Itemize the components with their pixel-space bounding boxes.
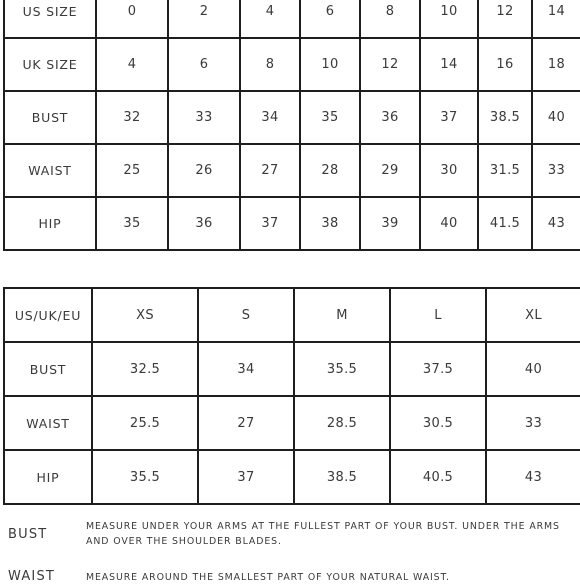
cell: 35 [96,197,168,250]
cell: 8 [240,38,300,91]
note-text-waist: MEASURE AROUND THE SMALLEST PART OF YOUR NATURAL WAIST. [86,572,450,583]
cell: 0 [96,0,168,38]
cell: 32 [96,91,168,144]
letter-size-chart [3,287,580,505]
cell: 4 [96,38,168,91]
hip-row [4,450,580,504]
cell: 12 [478,0,532,38]
cell: 40.5 [390,450,486,504]
cell: 33 [168,91,240,144]
row-label: WAIST [4,396,92,450]
cell: 35 [300,91,360,144]
cell: XL [486,288,580,342]
cell: 36 [360,91,420,144]
cell: 25.5 [92,396,198,450]
cell: 12 [360,38,420,91]
row-label: US SIZE [4,0,96,38]
cell: 33 [486,396,580,450]
cell: 37.5 [390,342,486,396]
cell: 33 [532,144,580,197]
cell: 14 [532,0,580,38]
row-label: BUST [4,342,92,396]
cell: 2 [168,0,240,38]
cell: 10 [300,38,360,91]
waist-row [4,396,580,450]
row-label: WAIST [4,144,96,197]
bust-row [4,91,580,144]
cell: 35.5 [294,342,390,396]
cell: 37 [420,91,478,144]
cell: 38.5 [478,91,532,144]
cell: 40 [486,342,580,396]
note-text-bust: MEASURE UNDER YOUR ARMS AT THE FULLEST PART OF YOUR BUST. UNDER THE ARMS AND OVER THE SHOULDER BLADES. [86,521,560,547]
cell: 10 [420,0,478,38]
note-label-bust: BUST [8,527,48,542]
numeric-size-chart [3,0,580,251]
cell: 34 [198,342,294,396]
row-label: HIP [4,197,96,250]
uk-size-row [4,38,580,91]
us-size-row [4,0,580,38]
cell: 30.5 [390,396,486,450]
cell: 31.5 [478,144,532,197]
waist-row [4,144,580,197]
cell: 28.5 [294,396,390,450]
cell: 40 [420,197,478,250]
row-label: HIP [4,450,92,504]
cell: 29 [360,144,420,197]
cell: 25 [96,144,168,197]
cell: 36 [168,197,240,250]
cell: 41.5 [478,197,532,250]
cell: 14 [420,38,478,91]
cell: 26 [168,144,240,197]
cell: 8 [360,0,420,38]
bust-row [4,342,580,396]
cell: 43 [532,197,580,250]
cell: 38.5 [294,450,390,504]
cell: 38 [300,197,360,250]
cell: XS [92,288,198,342]
cell: 4 [240,0,300,38]
cell: 40 [532,91,580,144]
cell: 27 [198,396,294,450]
cell: 18 [532,38,580,91]
cell: M [294,288,390,342]
cell: 6 [168,38,240,91]
cell: 34 [240,91,300,144]
cell: 37 [240,197,300,250]
cell: 35.5 [92,450,198,504]
cell: 37 [198,450,294,504]
cell: 27 [240,144,300,197]
cell: S [198,288,294,342]
cell: 16 [478,38,532,91]
cell: 32.5 [92,342,198,396]
letter-size-row [4,288,580,342]
cell: 28 [300,144,360,197]
cell: 39 [360,197,420,250]
cell: 43 [486,450,580,504]
row-label: US/UK/EU [4,288,92,342]
cell: 6 [300,0,360,38]
hip-row [4,197,580,250]
row-label: BUST [4,91,96,144]
cell: 30 [420,144,478,197]
cell: L [390,288,486,342]
row-label: UK SIZE [4,38,96,91]
note-label-waist: WAIST [8,569,56,584]
